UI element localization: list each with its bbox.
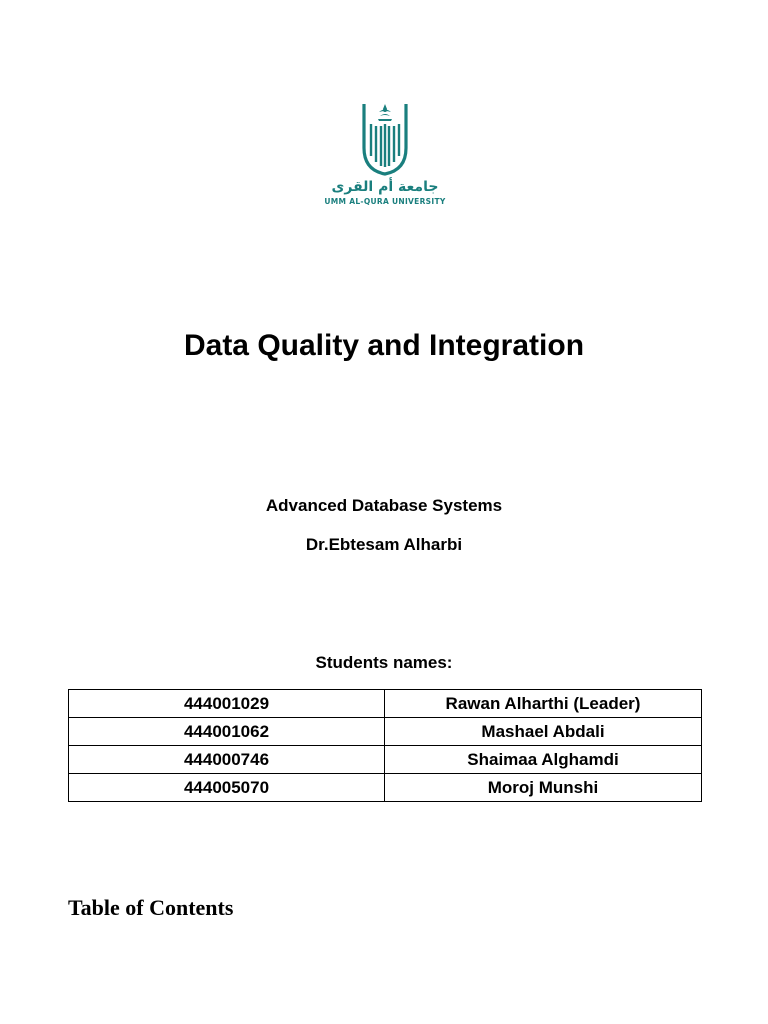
- university-emblem-icon: [358, 100, 412, 180]
- table-row: [69, 718, 702, 746]
- students-table: [68, 689, 702, 802]
- student-name-cell: Mashael Abdali: [385, 718, 702, 746]
- table-of-contents-heading: Table of Contents: [68, 895, 234, 920]
- logo-arabic-name: جامعة أم القرى: [331, 179, 439, 195]
- document-title: Data Quality and Integration: [183, 329, 585, 362]
- instructor-name: Dr.Ebtesam Alharbi: [305, 535, 463, 554]
- table-row: [69, 774, 702, 802]
- student-id-cell: 444001062: [69, 718, 385, 746]
- student-name-cell: Shaimaa Alghamdi: [385, 746, 702, 774]
- table-row: [69, 746, 702, 774]
- students-heading: Students names:: [315, 653, 453, 672]
- student-id-cell: 444000746: [69, 746, 385, 774]
- student-id-cell: 444001029: [69, 690, 385, 718]
- logo-english-name: UMM AL-QURA UNIVERSITY: [324, 197, 446, 206]
- student-name-cell: Rawan Alharthi (Leader): [385, 690, 702, 718]
- table-row: [69, 690, 702, 718]
- student-name-cell: Moroj Munshi: [385, 774, 702, 802]
- university-logo: [320, 100, 450, 210]
- course-name: Advanced Database Systems: [265, 496, 503, 515]
- student-id-cell: 444005070: [69, 774, 385, 802]
